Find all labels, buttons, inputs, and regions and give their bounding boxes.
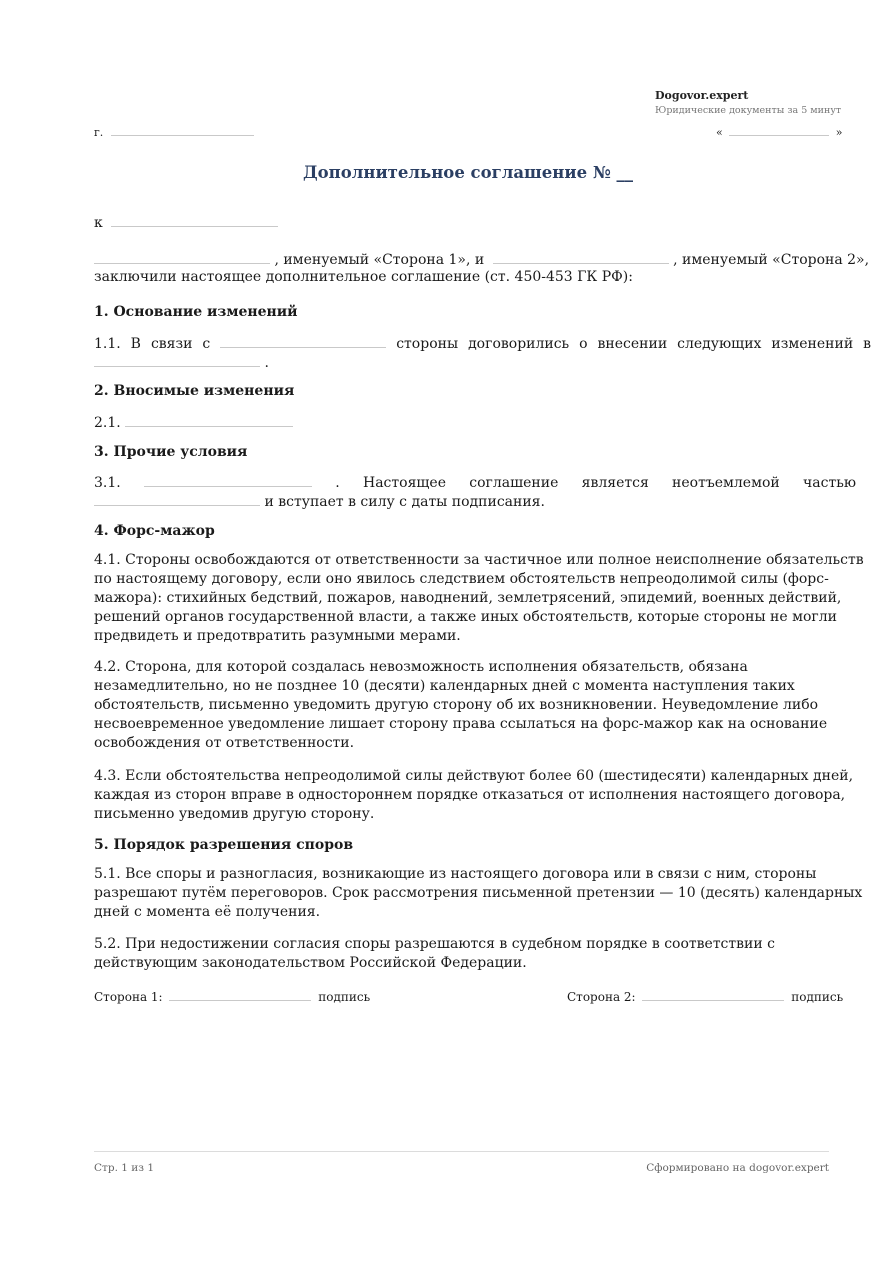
signature-party-1-caption: подпись [318, 990, 371, 1004]
brand-tagline: Юридические документы за 5 минут [655, 105, 842, 116]
section-2-heading: 2. Вносимые изменения [94, 383, 295, 399]
contract-reference-blank[interactable] [111, 212, 278, 227]
section-1-1-line-1 [94, 333, 871, 354]
s2-p1-prefix: 2.1. [94, 415, 121, 431]
parties-end-text: , именуемый «Сторона 2», [673, 252, 870, 268]
city-blank[interactable] [111, 121, 254, 136]
section-3-1-line-1 [94, 472, 856, 493]
s2-change-blank[interactable] [125, 412, 293, 427]
signature-party-2-label: Сторона 2: [567, 990, 636, 1004]
signature-party-1 [94, 986, 370, 1004]
section-2-1-line [94, 412, 293, 433]
signature-party-2-blank[interactable] [642, 986, 784, 1001]
signature-party-2 [567, 986, 843, 1004]
footer-page-number: Стр. 1 из 1 [94, 1162, 155, 1174]
party1-blank[interactable] [94, 249, 270, 264]
s1-p1-prefix: 1.1. В связи с [94, 336, 211, 352]
s3-p1-mid: . Настоящее соглашение является неотъемлемой частью [335, 475, 857, 491]
parties-line-2: заключили настоящее дополнительное соглашение (ст. 450-453 ГК РФ): [94, 269, 633, 285]
footer-generated: Сформировано на dogovor.expert [646, 1162, 829, 1174]
s3-p1-prefix: 3.1. [94, 475, 121, 491]
city-line [94, 121, 254, 139]
document-title: Дополнительное соглашение № __ [302, 163, 634, 182]
section-1-1-line-2 [94, 352, 269, 373]
parties-mid-text: , именуемый «Сторона 1», и [274, 252, 485, 268]
s3-p1-end: и вступает в силу с даты подписания. [264, 494, 545, 510]
footer-divider [94, 1151, 829, 1152]
contract-reference-line [94, 212, 278, 233]
section-4-heading: 4. Форс-мажор [94, 523, 215, 539]
s1-p1-mid: стороны договорились о внесении следующих изменений в [396, 336, 871, 352]
s3-condition-blank[interactable] [144, 472, 312, 487]
signature-party-1-label: Сторона 1: [94, 990, 163, 1004]
s1-p1-end: . [264, 355, 269, 371]
signature-party-2-caption: подпись [791, 990, 844, 1004]
section-3-1-line-2 [94, 491, 545, 512]
contract-reference-prefix: к [94, 215, 103, 231]
s1-changes-blank[interactable] [94, 352, 260, 367]
brand-name: Dogovor.expert [655, 89, 749, 102]
date-open-quote: « [716, 126, 723, 139]
section-4-2-paragraph: 4.2. Сторона, для которой создалась невозможность исполнения обязательств, обязана незамедлительно, но не позднее 10 (десяти) календарных дней с момента наступления таких обстоятельств, письменно уведомить другую сторону об их возникновении. Неуведомление либо несвоевременное уведомление лишает сторону права ссылаться на форс-мажор как на основание освобождения от ответственности. [94, 659, 828, 751]
section-5-2-paragraph: 5.2. При недостижении согласия споры разрешаются в судебном порядке в соответствии с действующим законодательством Российской Федерации. [94, 936, 775, 971]
city-prefix: г. [94, 126, 104, 139]
section-5-heading: 5. Порядок разрешения споров [94, 837, 354, 853]
date-blank[interactable] [729, 121, 829, 136]
s3-contract-blank[interactable] [94, 491, 260, 506]
s1-reason-blank[interactable] [220, 333, 386, 348]
section-4-1-paragraph: 4.1. Стороны освобождаются от ответственности за частичное или полное неисполнение обязательств по настоящему договору, если оно явилось следствием обстоятельств непреодолимой силы (форс-мажора): стихийных бедствий, пожаров, наводнений, землетрясений, эпидемий, военных действий, решений органов государственной власти, а также иных обстоятельств, которые стороны не могли предвидеть и предотвратить разумными мерами. [94, 552, 864, 644]
signature-party-1-blank[interactable] [169, 986, 311, 1001]
party2-blank[interactable] [493, 249, 669, 264]
date-close-quote: » [835, 126, 843, 139]
date-line [716, 121, 842, 139]
parties-line-1 [94, 249, 874, 270]
section-4-3-paragraph: 4.3. Если обстоятельства непреодолимой силы действуют более 60 (шестидесяти) календарных дней, каждая из сторон вправе в одностороннем порядке отказаться от исполнения настоящего договора, письменно уведомив другую сторону. [94, 768, 854, 822]
section-5-1-paragraph: 5.1. Все споры и разногласия, возникающие из настоящего договора или в связи с ним, стороны разрешают путём переговоров. Срок рассмотрения письменной претензии — 10 (десять) календарных дней с момента её получения. [94, 866, 863, 920]
section-1-heading: 1. Основание изменений [94, 304, 298, 320]
brand-block [655, 89, 841, 116]
section-3-heading: 3. Прочие условия [94, 444, 248, 460]
